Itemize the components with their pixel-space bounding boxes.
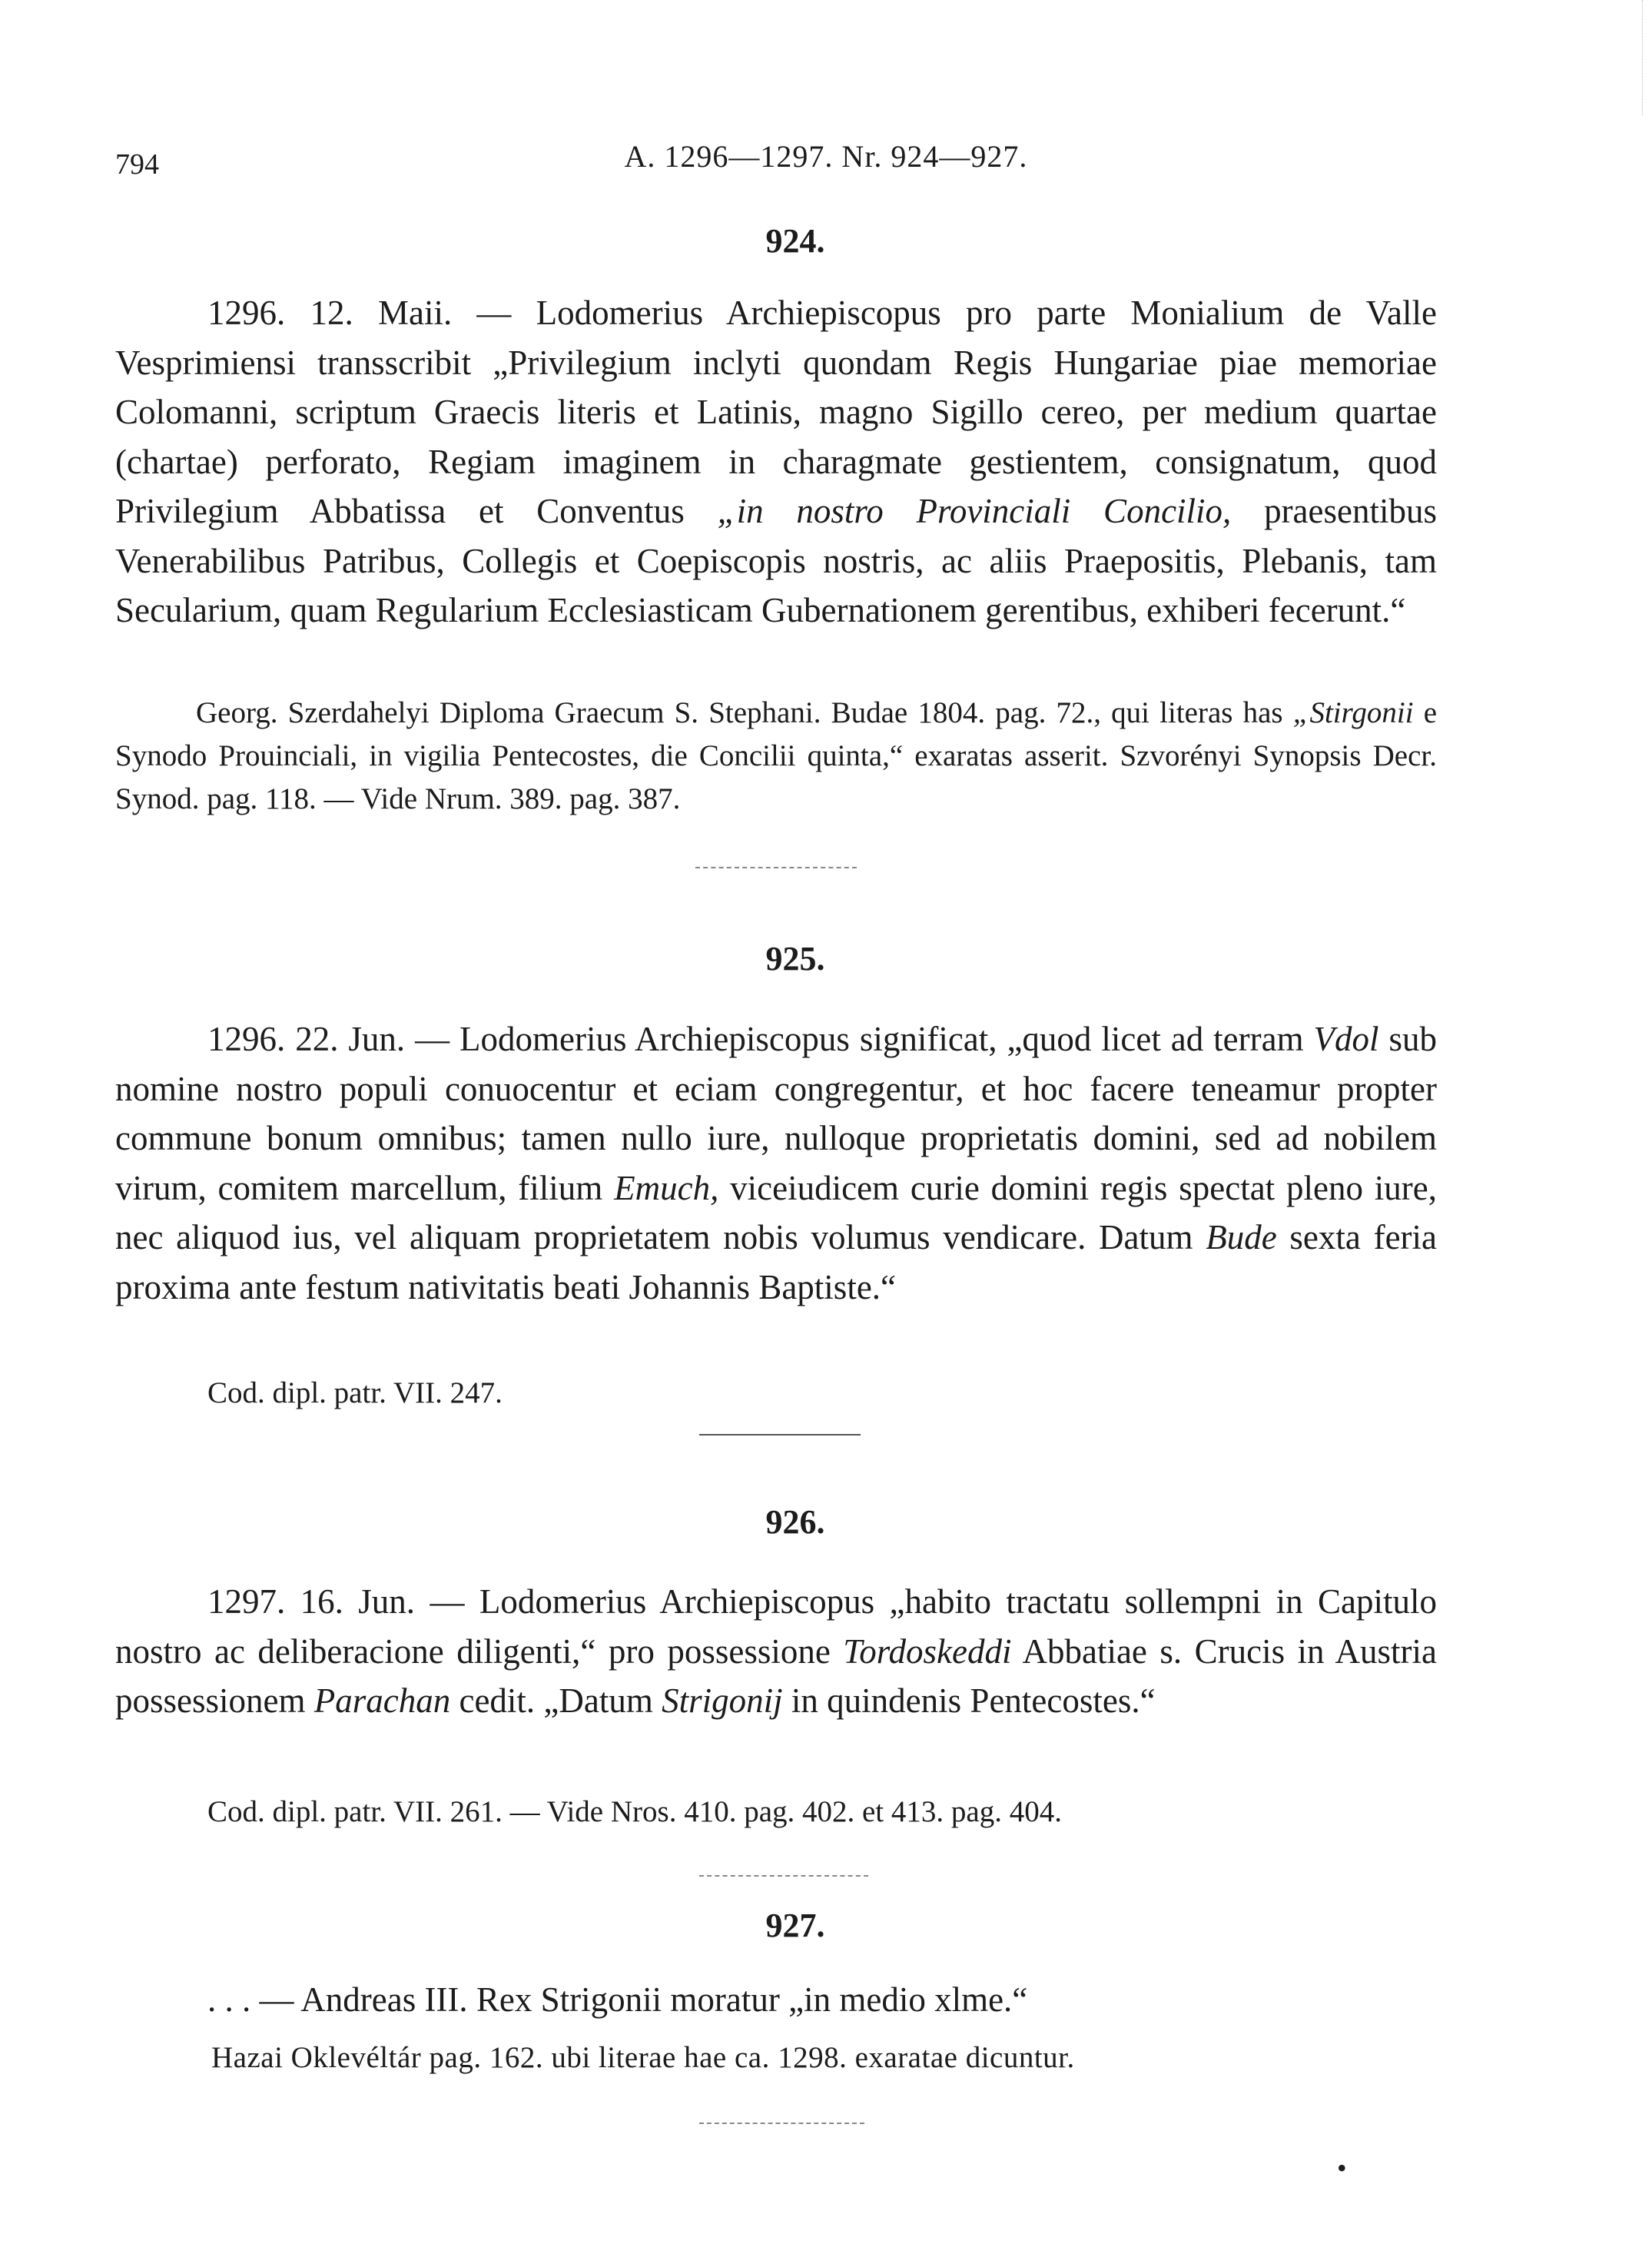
separator-rule bbox=[699, 1875, 868, 1877]
entry-text-italic: Emuch, bbox=[614, 1168, 719, 1207]
source-text: Georg. Szerdahelyi Diploma Graecum S. Stephani. Budae 1804. pag. 72., qui literas has bbox=[196, 696, 1293, 729]
entry-text: sexta feria proxima ante festum nativitatis beati Johannis Baptiste.“ bbox=[115, 1218, 1437, 1306]
entry-text: 1296. 12. Maii. — Lodomerius Archiepiscopus pro parte Monialium de Valle Vesprimiensi transscribit „Privilegium inclyti quondam Regis Hungariae piae memoriae Colomanni, scriptum Graecis literis et Latinis, magno Sigillo cereo, per medium quartae (chartae) perforato, Regiam imaginem in charagmate gestientem, consignatum, quod Privilegium Abbatissa et Conventus bbox=[115, 294, 1437, 530]
entry-number-925: 925. bbox=[765, 940, 825, 977]
source-text: e Synodo Prouinciali, in vigilia Pentecostes, die Concilii quinta,“ exaratas asserit. Szvorényi Synopsis Decr. Synod. pag. 118. — Vide Nrum. 389. pag. 387. bbox=[115, 696, 1437, 815]
entry-body-924 bbox=[115, 288, 1437, 636]
entry-body-927: . . . — Andreas III. Rex Strigonii moratur „in medio xlme.“ bbox=[207, 1980, 1028, 2019]
entry-text: 1296. 22. Jun. — Lodomerius Archiepiscopus significat, „quod licet ad terram bbox=[207, 1020, 1314, 1058]
entry-text-italic: Vdol bbox=[1313, 1020, 1379, 1058]
entry-body-925 bbox=[115, 1014, 1437, 1312]
entry-number-924: 924. bbox=[765, 222, 825, 260]
entry-text-italic: Strigonij bbox=[662, 1681, 783, 1720]
entry-text: 1297. 16. Jun. — Lodomerius Archiepiscopus „habito tractatu sollempni in Capitulo nostro ac deliberacione diligenti,“ pro possessione bbox=[115, 1582, 1437, 1671]
entry-text: praesentibus Venerabilibus Patribus, Collegis et Coepiscopis nostris, ac aliis Praepositis, Plebanis, tam Secularium, quam Regularium Ecclesiasticam Gubernationem gerentibus, exhiberi fecerunt.“ bbox=[115, 492, 1438, 629]
entry-text: cedit. „Datum bbox=[450, 1681, 662, 1720]
entry-text: Abbatiae s. Crucis in Austria possessionem bbox=[115, 1631, 1438, 1720]
entry-number-927: 927. bbox=[765, 1907, 825, 1944]
entry-source-927: Hazai Oklevéltár pag. 162. ubi literae hae ca. 1298. exaratae dicuntur. bbox=[211, 2041, 1075, 2074]
margin-scan-mark bbox=[1634, 0, 1643, 115]
separator-rule bbox=[695, 867, 857, 868]
entry-source-926: Cod. dipl. patr. VII. 261. — Vide Nros. 410. pag. 402. et 413. pag. 404. bbox=[207, 1795, 1062, 1828]
entry-text-italic: Parachan bbox=[313, 1681, 451, 1720]
page-number: 794 bbox=[115, 148, 159, 181]
source-text-italic: „Stirgonii bbox=[1292, 696, 1414, 729]
entry-number-926: 926. bbox=[765, 1503, 825, 1541]
entry-text-italic: Bude bbox=[1206, 1218, 1277, 1256]
entry-text: viceiudicem curie domini regis spectat pleno iure, nec aliquod ius, vel aliquam proprietatem nobis volumus vendicare. Datum bbox=[115, 1168, 1437, 1256]
entry-text-italic: Tordoskeddi bbox=[843, 1631, 1012, 1671]
entry-source-924 bbox=[115, 692, 1437, 821]
running-head: A. 1296—1297. Nr. 924—927. bbox=[624, 139, 1028, 174]
entry-text: sub nomine nostro populi conuocentur et eciam congregentur, et hoc facere teneamur propter commune bonum omnibus; tamen nullo iure, nulloque proprietatis domini, sed ad nobilem virum, comitem marcellum, filium bbox=[115, 1020, 1437, 1207]
entry-source-925: Cod. dipl. patr. VII. 247. bbox=[207, 1376, 503, 1409]
entry-text-italic: „in nostro Provinciali Concilio, bbox=[717, 492, 1232, 530]
stray-mark: • bbox=[1337, 2152, 1347, 2183]
separator-rule bbox=[699, 1434, 861, 1436]
entry-text: in quindenis Pentecostes.“ bbox=[782, 1681, 1156, 1720]
entry-body-926 bbox=[115, 1577, 1437, 1726]
separator-rule bbox=[699, 2123, 864, 2124]
